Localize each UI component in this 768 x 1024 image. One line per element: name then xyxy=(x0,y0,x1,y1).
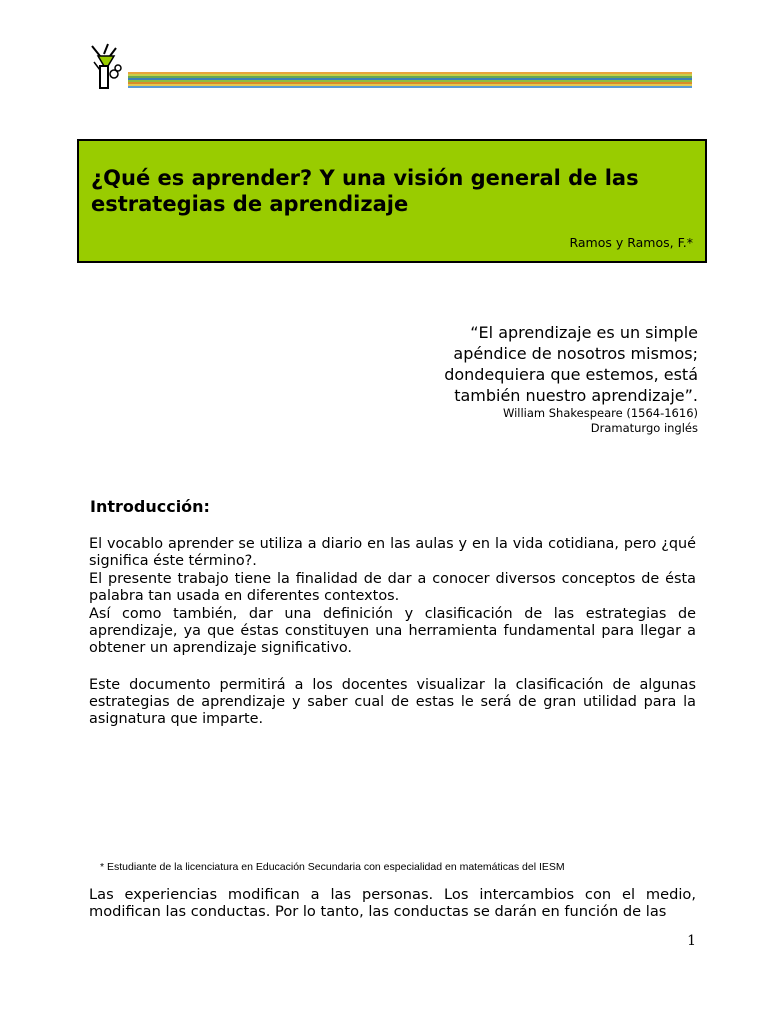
epigraph-line: apéndice de nosotros mismos; xyxy=(453,344,698,363)
document-author: Ramos y Ramos, F.* xyxy=(569,235,693,250)
epigraph-line: “El aprendizaje es un simple xyxy=(470,323,698,342)
page-number: 1 xyxy=(687,933,696,949)
intro-paragraph: El vocablo aprender se utiliza a diario en las aulas y en la vida cotidiana, pero ¿qué significa éste término?. xyxy=(89,536,696,570)
intro-paragraph: Así como también, dar una definición y clasificación de las estrategias de aprendizaje, ya que éstas constituyen una herramienta fundamental para llegar a obtener un aprendizaje significativo. xyxy=(89,606,696,657)
epigraph xyxy=(338,322,698,436)
section-heading: Introducción: xyxy=(90,497,210,516)
epigraph-line: dondequiera que estemos, está xyxy=(444,365,698,384)
footnote: * Estudiante de la licenciatura en Educación Secundaria con especialidad en matemáticas del IESM xyxy=(100,861,565,873)
document-title: ¿Qué es aprender? Y una visión general de las estrategias de aprendizaje xyxy=(91,166,639,216)
intro-paragraph: El presente trabajo tiene la finalidad de dar a conocer diversos conceptos de ésta palabra tan usada en diferentes contextos. xyxy=(89,571,696,605)
institution-logo-icon xyxy=(88,42,124,92)
title-box xyxy=(77,139,707,263)
intro-paragraph: Este documento permitirá a los docentes visualizar la clasificación de algunas estrategias de aprendizaje y saber cual de estas le será de gran utilidad para la asignatura que imparte. xyxy=(89,677,696,728)
epigraph-author: William Shakespeare (1564-1616) xyxy=(502,406,698,420)
epigraph-line: también nuestro aprendizaje”. xyxy=(454,386,698,405)
stripe xyxy=(128,86,692,88)
continuation-paragraph: Las experiencias modifican a las personas. Los intercambios con el medio, modifican las conductas. Por lo tanto, las conductas se darán en función de las xyxy=(89,886,696,921)
header-stripes xyxy=(128,72,692,88)
epigraph-role: Dramaturgo inglés xyxy=(590,421,698,435)
